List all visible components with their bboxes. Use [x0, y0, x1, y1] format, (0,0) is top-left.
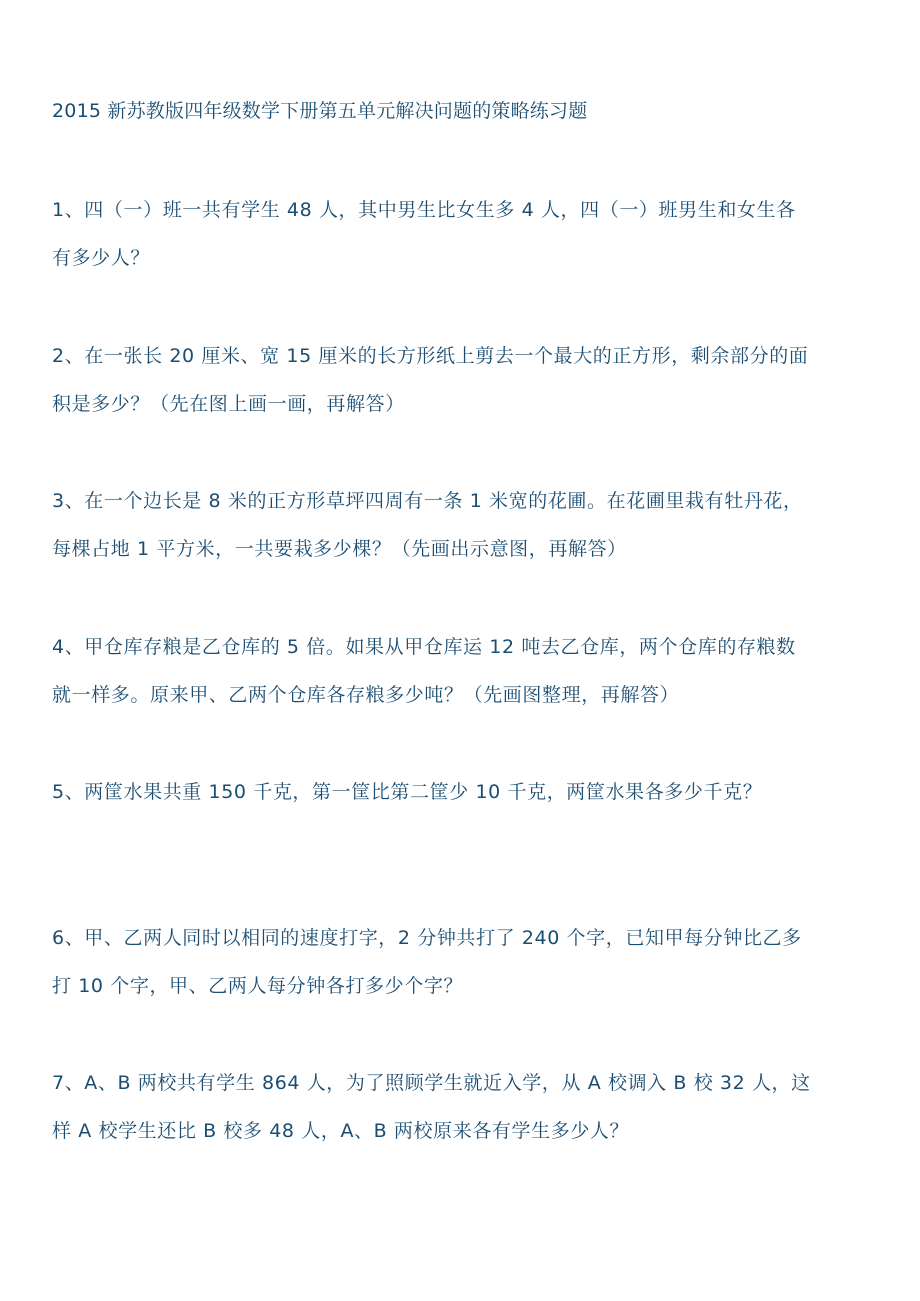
- problem-line: 积是多少？（先在图上画一画，再解答）: [52, 393, 405, 415]
- problem-7: [52, 1059, 872, 1155]
- problem-line: 6、甲、乙两人同时以相同的速度打字，2 分钟共打了 240 个字，已知甲每分钟比乙多: [52, 927, 802, 949]
- problem-line: 4、甲仓库存粮是乙仓库的 5 倍。如果从甲仓库运 12 吨去乙仓库，两个仓库的存粮数: [52, 636, 796, 658]
- problem-line: 样 A 校学生还比 B 校多 48 人，A、B 两校原来各有学生多少人？: [52, 1120, 630, 1142]
- problem-4: [52, 623, 872, 719]
- problem-3: [52, 477, 872, 573]
- problem-line: 就一样多。原来甲、乙两个仓库各存粮多少吨？（先画图整理，再解答）: [52, 684, 680, 706]
- document-title: 2015 新苏教版四年级数学下册第五单元解决问题的策略练习题: [52, 100, 588, 122]
- problem-line: 1、四（一）班一共有学生 48 人，其中男生比女生多 4 人，四（一）班男生和女生各: [52, 199, 796, 221]
- problem-line: 2、在一张长 20 厘米、宽 15 厘米的长方形纸上剪去一个最大的正方形，剩余部分的面: [52, 345, 809, 367]
- problem-line: 3、在一个边长是 8 米的正方形草坪四周有一条 1 米宽的花圃。在花圃里栽有牡丹花，: [52, 490, 803, 512]
- problem-line: 打 10 个字，甲、乙两人每分钟各打多少个字？: [52, 975, 464, 997]
- problem-line: 5、两筐水果共重 150 千克，第一筐比第二筐少 10 千克，两筐水果各多少千克？: [52, 781, 763, 803]
- problem-1: [52, 186, 872, 282]
- problem-5: [52, 768, 872, 816]
- problem-6: [52, 914, 872, 1010]
- problem-2: [52, 332, 872, 428]
- problem-line: 每棵占地 1 平方米，一共要栽多少棵？（先画出示意图，再解答）: [52, 538, 627, 560]
- problem-line: 7、A、B 两校共有学生 864 人，为了照顾学生就近入学，从 A 校调入 B 校 32 人，这: [52, 1072, 811, 1094]
- problem-line: 有多少人？: [52, 247, 151, 269]
